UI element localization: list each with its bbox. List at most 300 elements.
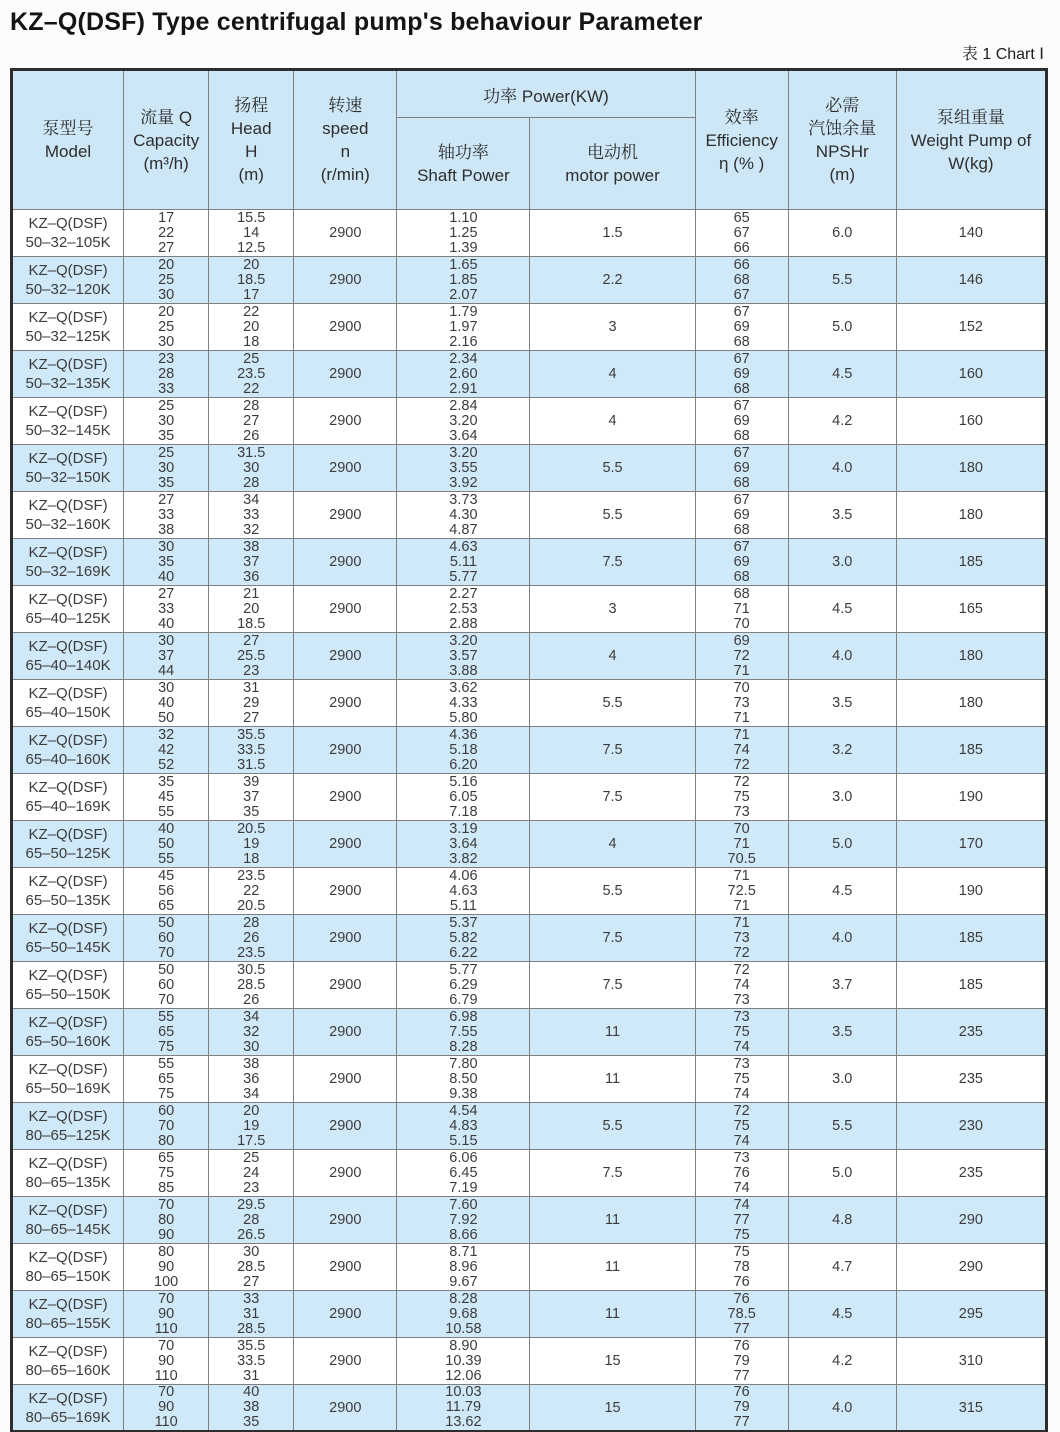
capacity-value: 90 xyxy=(158,1399,175,1415)
table-row xyxy=(12,445,1047,492)
model-size-code: 65–50–160K xyxy=(25,1033,111,1050)
efficiency-cell xyxy=(695,1103,788,1150)
capacity-cell xyxy=(124,351,209,398)
efficiency-value: 67 xyxy=(733,350,750,367)
capacity-value: 65 xyxy=(158,897,175,914)
shaft-power-value: 9.38 xyxy=(449,1085,478,1102)
efficiency-cell xyxy=(695,492,788,539)
head-value: 19 xyxy=(243,835,260,852)
head-cell xyxy=(209,304,294,351)
capacity-cell xyxy=(124,821,209,868)
efficiency-value: 76 xyxy=(733,1164,750,1181)
shaft-power-cell xyxy=(397,1056,530,1103)
efficiency-cell xyxy=(695,586,788,633)
capacity-value: 56 xyxy=(158,882,175,899)
capacity-value: 45 xyxy=(158,867,175,884)
efficiency-value: 66 xyxy=(733,256,750,273)
col-header-motor-power-en: motor power xyxy=(565,165,660,185)
head-value: 36 xyxy=(243,568,260,585)
capacity-value: 23 xyxy=(158,350,175,367)
efficiency-cell xyxy=(695,915,788,962)
efficiency-cell xyxy=(695,257,788,304)
shaft-power-value: 8.50 xyxy=(449,1070,478,1087)
shaft-power-value: 8.28 xyxy=(449,1038,478,1055)
head-value: 27 xyxy=(243,1273,260,1290)
head-cell xyxy=(209,1103,294,1150)
efficiency-cell xyxy=(695,539,788,586)
model-cell xyxy=(12,868,124,915)
shaft-power-value: 6.29 xyxy=(449,976,478,993)
motor-power-cell: 7.5 xyxy=(530,727,695,774)
col-header-speed xyxy=(294,70,397,210)
head-value: 33.5 xyxy=(237,741,266,758)
weight-cell: 170 xyxy=(896,821,1046,868)
capacity-value: 52 xyxy=(158,756,175,773)
col-header-capacity-en: Capacity xyxy=(133,130,200,150)
model-size-code: 65–50–169K xyxy=(25,1080,111,1097)
head-value: 22 xyxy=(243,380,260,397)
motor-power-cell: 5.5 xyxy=(530,1103,695,1150)
weight-cell: 235 xyxy=(896,1009,1046,1056)
shaft-power-value: 8.28 xyxy=(449,1290,478,1307)
shaft-power-value: 1.65 xyxy=(449,256,478,273)
shaft-power-value: 8.90 xyxy=(449,1337,478,1354)
head-cell xyxy=(209,962,294,1009)
efficiency-cell xyxy=(695,774,788,821)
model-size-code: 50–32–160K xyxy=(25,516,111,533)
capacity-value: 22 xyxy=(158,224,175,241)
speed-cell: 2900 xyxy=(294,680,397,727)
shaft-power-value: 5.15 xyxy=(449,1132,478,1149)
shaft-power-value: 3.20 xyxy=(449,412,478,429)
head-value: 32 xyxy=(243,521,260,538)
col-header-motor-power xyxy=(530,118,695,210)
weight-cell: 180 xyxy=(896,445,1046,492)
capacity-cell xyxy=(124,1009,209,1056)
capacity-cell xyxy=(124,1385,209,1432)
head-value: 26 xyxy=(243,929,260,946)
pump-parameter-table xyxy=(10,68,1048,1432)
col-header-weight-en: Weight Pump of xyxy=(910,130,1032,150)
speed-cell: 2900 xyxy=(294,1197,397,1244)
efficiency-value: 67 xyxy=(733,286,750,303)
table-row xyxy=(12,633,1047,680)
table-row xyxy=(12,1197,1047,1244)
head-cell xyxy=(209,210,294,257)
shaft-power-value: 3.82 xyxy=(449,850,478,867)
head-value: 40 xyxy=(243,1384,260,1400)
col-header-efficiency-cn: 效率 xyxy=(724,107,759,127)
capacity-value: 100 xyxy=(154,1273,179,1290)
efficiency-value: 70 xyxy=(733,820,750,837)
capacity-value: 35 xyxy=(158,553,175,570)
head-value: 25.5 xyxy=(237,647,266,664)
head-value: 23.5 xyxy=(237,365,266,382)
head-cell xyxy=(209,774,294,821)
motor-power-cell: 2.2 xyxy=(530,257,695,304)
col-header-npshr-cn2: 汽蚀余量 xyxy=(808,119,877,138)
efficiency-value: 71 xyxy=(733,600,750,617)
capacity-value: 110 xyxy=(154,1414,178,1430)
shaft-power-value: 2.53 xyxy=(449,600,478,617)
shaft-power-cell xyxy=(397,304,530,351)
weight-cell: 185 xyxy=(896,915,1046,962)
capacity-value: 30 xyxy=(158,333,175,350)
shaft-power-cell xyxy=(397,257,530,304)
shaft-power-value: 7.19 xyxy=(449,1179,478,1196)
col-header-shaft-power xyxy=(397,118,530,210)
head-value: 28 xyxy=(243,474,260,491)
capacity-cell xyxy=(124,962,209,1009)
efficiency-cell xyxy=(695,351,788,398)
capacity-value: 65 xyxy=(158,1070,175,1087)
efficiency-cell xyxy=(695,398,788,445)
motor-power-cell: 5.5 xyxy=(530,680,695,727)
shaft-power-value: 3.20 xyxy=(449,444,478,461)
col-header-capacity-unit: (m³/h) xyxy=(143,153,189,173)
efficiency-cell xyxy=(695,633,788,680)
shaft-power-cell xyxy=(397,774,530,821)
speed-cell: 2900 xyxy=(294,445,397,492)
efficiency-value: 73 xyxy=(733,929,750,946)
efficiency-value: 75 xyxy=(733,788,750,805)
weight-cell: 235 xyxy=(896,1056,1046,1103)
head-value: 17 xyxy=(243,286,260,303)
capacity-value: 33 xyxy=(158,600,175,617)
capacity-value: 55 xyxy=(158,1008,175,1025)
shaft-power-value: 2.27 xyxy=(449,585,478,602)
npshr-cell: 5.5 xyxy=(788,257,896,304)
shaft-power-value: 1.97 xyxy=(449,318,478,335)
col-header-npshr xyxy=(788,70,896,210)
capacity-value: 80 xyxy=(158,1132,175,1149)
model-series: KZ–Q(DSF) xyxy=(28,779,108,796)
shaft-power-value: 6.79 xyxy=(449,991,478,1008)
model-cell xyxy=(12,774,124,821)
efficiency-value: 78 xyxy=(733,1258,750,1275)
shaft-power-cell xyxy=(397,351,530,398)
shaft-power-value: 5.77 xyxy=(449,961,478,978)
head-value: 20 xyxy=(243,256,260,273)
head-value: 18 xyxy=(243,333,260,350)
head-value: 23 xyxy=(243,662,260,679)
capacity-value: 40 xyxy=(158,820,175,837)
col-header-head-en: Head xyxy=(230,119,272,138)
efficiency-value: 75 xyxy=(733,1226,750,1243)
table-row xyxy=(12,1338,1047,1385)
head-value: 23 xyxy=(243,1179,260,1196)
efficiency-value: 74 xyxy=(733,1132,750,1149)
efficiency-value: 74 xyxy=(733,1038,750,1055)
shaft-power-value: 4.36 xyxy=(449,726,478,743)
efficiency-value: 77 xyxy=(733,1320,750,1337)
shaft-power-value: 1.85 xyxy=(449,271,478,288)
model-cell xyxy=(12,304,124,351)
efficiency-value: 74 xyxy=(733,1085,750,1102)
capacity-value: 35 xyxy=(158,773,175,790)
npshr-cell: 3.0 xyxy=(788,539,896,586)
col-header-motor-power-cn: 电动机 xyxy=(587,142,639,162)
head-value: 27 xyxy=(243,412,260,429)
model-series: KZ–Q(DSF) xyxy=(28,638,108,655)
npshr-cell: 4.8 xyxy=(788,1197,896,1244)
speed-cell: 2900 xyxy=(294,1244,397,1291)
model-cell xyxy=(12,1385,124,1432)
head-value: 35 xyxy=(243,1414,260,1430)
weight-cell: 190 xyxy=(896,774,1046,821)
efficiency-value: 67 xyxy=(733,397,750,414)
capacity-value: 50 xyxy=(158,709,175,726)
col-header-speed-en: speed xyxy=(322,119,369,138)
shaft-power-value: 4.33 xyxy=(449,694,478,711)
shaft-power-value: 4.54 xyxy=(449,1102,478,1119)
head-value: 39 xyxy=(243,773,260,790)
efficiency-cell xyxy=(695,821,788,868)
head-value: 20 xyxy=(243,600,260,617)
shaft-power-value: 1.39 xyxy=(449,239,478,256)
shaft-power-cell xyxy=(397,633,530,680)
shaft-power-value: 5.11 xyxy=(449,897,477,914)
model-series: KZ–Q(DSF) xyxy=(28,1249,108,1266)
motor-power-cell: 11 xyxy=(530,1244,695,1291)
efficiency-value: 72 xyxy=(733,1102,750,1119)
model-cell xyxy=(12,210,124,257)
table-row xyxy=(12,915,1047,962)
capacity-value: 17 xyxy=(158,209,175,226)
shaft-power-value: 10.03 xyxy=(445,1384,482,1400)
efficiency-value: 68 xyxy=(733,585,750,602)
col-header-npshr-cn1: 必需 xyxy=(825,96,860,115)
head-cell xyxy=(209,539,294,586)
model-size-code: 50–32–135K xyxy=(25,375,111,392)
shaft-power-value: 2.91 xyxy=(449,380,478,397)
capacity-cell xyxy=(124,492,209,539)
capacity-value: 60 xyxy=(158,929,175,946)
shaft-power-cell xyxy=(397,727,530,774)
head-value: 25 xyxy=(243,350,260,367)
weight-cell: 185 xyxy=(896,539,1046,586)
capacity-value: 55 xyxy=(158,850,175,867)
motor-power-cell: 1.5 xyxy=(530,210,695,257)
head-value: 23.5 xyxy=(237,944,266,961)
head-cell xyxy=(209,586,294,633)
npshr-cell: 5.5 xyxy=(788,1103,896,1150)
col-header-efficiency xyxy=(695,70,788,210)
col-header-capacity-cn: 流量 Q xyxy=(140,107,193,127)
col-header-weight xyxy=(896,70,1046,210)
shaft-power-cell xyxy=(397,210,530,257)
capacity-cell xyxy=(124,1291,209,1338)
capacity-value: 70 xyxy=(158,1290,175,1307)
capacity-value: 70 xyxy=(158,1337,175,1354)
table-row xyxy=(12,727,1047,774)
npshr-cell: 3.0 xyxy=(788,774,896,821)
model-size-code: 50–32–120K xyxy=(25,281,111,298)
head-cell xyxy=(209,680,294,727)
motor-power-cell: 15 xyxy=(530,1338,695,1385)
capacity-value: 35 xyxy=(158,427,175,444)
shaft-power-value: 2.07 xyxy=(449,286,478,303)
capacity-value: 70 xyxy=(158,991,175,1008)
speed-cell: 2900 xyxy=(294,539,397,586)
motor-power-cell: 15 xyxy=(530,1385,695,1432)
npshr-cell: 3.0 xyxy=(788,1056,896,1103)
npshr-cell: 4.0 xyxy=(788,445,896,492)
model-series: KZ–Q(DSF) xyxy=(28,1108,108,1125)
capacity-cell xyxy=(124,304,209,351)
efficiency-value: 69 xyxy=(733,506,750,523)
model-cell xyxy=(12,398,124,445)
capacity-value: 70 xyxy=(158,1117,175,1134)
speed-cell: 2900 xyxy=(294,351,397,398)
shaft-power-value: 13.62 xyxy=(445,1414,482,1430)
efficiency-value: 67 xyxy=(733,491,750,508)
shaft-power-value: 6.22 xyxy=(449,944,478,961)
npshr-cell: 4.7 xyxy=(788,1244,896,1291)
shaft-power-value: 4.87 xyxy=(449,521,478,538)
weight-cell: 180 xyxy=(896,633,1046,680)
shaft-power-value: 3.88 xyxy=(449,662,478,679)
col-header-head-cn: 扬程 xyxy=(234,96,269,115)
efficiency-cell xyxy=(695,868,788,915)
speed-cell: 2900 xyxy=(294,727,397,774)
shaft-power-value: 4.83 xyxy=(449,1117,478,1134)
model-cell xyxy=(12,633,124,680)
model-series: KZ–Q(DSF) xyxy=(28,544,108,561)
model-cell xyxy=(12,821,124,868)
capacity-cell xyxy=(124,633,209,680)
col-header-shaft-power-cn: 轴功率 xyxy=(437,142,489,162)
efficiency-cell xyxy=(695,1056,788,1103)
shaft-power-value: 5.80 xyxy=(449,709,478,726)
table-row xyxy=(12,1103,1047,1150)
shaft-power-cell xyxy=(397,1197,530,1244)
col-header-head-unit: (m) xyxy=(238,165,264,184)
table-row xyxy=(12,539,1047,586)
head-value: 28.5 xyxy=(237,1320,266,1337)
motor-power-cell: 4 xyxy=(530,351,695,398)
efficiency-value: 68 xyxy=(733,568,750,585)
head-cell xyxy=(209,351,294,398)
capacity-cell xyxy=(124,915,209,962)
efficiency-value: 68 xyxy=(733,474,750,491)
efficiency-value: 79 xyxy=(733,1399,750,1415)
model-series: KZ–Q(DSF) xyxy=(28,685,108,702)
head-value: 37 xyxy=(243,788,260,805)
model-cell xyxy=(12,962,124,1009)
capacity-value: 90 xyxy=(158,1258,175,1275)
shaft-power-cell xyxy=(397,1009,530,1056)
capacity-value: 33 xyxy=(158,380,175,397)
capacity-value: 38 xyxy=(158,521,175,538)
shaft-power-value: 2.88 xyxy=(449,615,478,632)
col-header-speed-cn: 转速 xyxy=(328,96,363,115)
capacity-value: 35 xyxy=(158,474,175,491)
capacity-value: 30 xyxy=(158,632,175,649)
shaft-power-value: 4.63 xyxy=(449,538,478,555)
speed-cell: 2900 xyxy=(294,1291,397,1338)
weight-cell: 230 xyxy=(896,1103,1046,1150)
efficiency-value: 68 xyxy=(733,271,750,288)
npshr-cell: 5.0 xyxy=(788,821,896,868)
model-size-code: 80–65–155K xyxy=(25,1315,111,1332)
head-value: 38 xyxy=(243,1399,260,1415)
weight-cell: 290 xyxy=(896,1244,1046,1291)
model-size-code: 80–65–150K xyxy=(25,1268,111,1285)
head-value: 30 xyxy=(243,459,260,476)
capacity-value: 55 xyxy=(158,803,175,820)
capacity-cell xyxy=(124,1338,209,1385)
efficiency-value: 72 xyxy=(733,961,750,978)
motor-power-cell: 4 xyxy=(530,398,695,445)
speed-cell: 2900 xyxy=(294,633,397,680)
efficiency-value: 73 xyxy=(733,694,750,711)
head-cell xyxy=(209,1009,294,1056)
shaft-power-cell xyxy=(397,1150,530,1197)
table-row xyxy=(12,680,1047,727)
shaft-power-value: 2.84 xyxy=(449,397,478,414)
efficiency-value: 76 xyxy=(733,1273,750,1290)
capacity-value: 75 xyxy=(158,1038,175,1055)
shaft-power-value: 6.20 xyxy=(449,756,478,773)
model-size-code: 65–50–125K xyxy=(25,845,111,862)
speed-cell: 2900 xyxy=(294,492,397,539)
model-size-code: 80–65–160K xyxy=(25,1362,111,1379)
shaft-power-cell xyxy=(397,821,530,868)
capacity-value: 20 xyxy=(158,256,175,273)
capacity-value: 37 xyxy=(158,647,175,664)
capacity-cell xyxy=(124,398,209,445)
npshr-cell: 4.5 xyxy=(788,868,896,915)
capacity-value: 25 xyxy=(158,318,175,335)
model-size-code: 65–40–169K xyxy=(25,798,111,815)
npshr-cell: 3.5 xyxy=(788,492,896,539)
model-size-code: 65–40–140K xyxy=(25,657,111,674)
head-value: 30.5 xyxy=(237,961,266,978)
efficiency-cell xyxy=(695,680,788,727)
shaft-power-value: 9.68 xyxy=(449,1305,478,1322)
npshr-cell: 6.0 xyxy=(788,210,896,257)
capacity-value: 42 xyxy=(158,741,175,758)
shaft-power-value: 7.60 xyxy=(449,1196,478,1213)
shaft-power-value: 3.64 xyxy=(449,427,478,444)
speed-cell: 2900 xyxy=(294,1103,397,1150)
head-value: 34 xyxy=(243,1008,260,1025)
head-cell xyxy=(209,868,294,915)
efficiency-value: 75 xyxy=(733,1070,750,1087)
capacity-value: 50 xyxy=(158,961,175,978)
npshr-cell: 3.5 xyxy=(788,1009,896,1056)
shaft-power-value: 10.39 xyxy=(445,1352,482,1369)
head-value: 30 xyxy=(243,1243,260,1260)
shaft-power-value: 5.37 xyxy=(449,914,478,931)
model-size-code: 50–32–105K xyxy=(25,234,111,251)
col-header-model xyxy=(12,70,124,210)
shaft-power-value: 7.80 xyxy=(449,1055,478,1072)
capacity-value: 65 xyxy=(158,1149,175,1166)
efficiency-value: 72 xyxy=(733,756,750,773)
col-header-capacity xyxy=(124,70,209,210)
capacity-value: 33 xyxy=(158,506,175,523)
shaft-power-value: 12.06 xyxy=(445,1367,482,1384)
efficiency-value: 71 xyxy=(733,914,750,931)
model-series: KZ–Q(DSF) xyxy=(28,732,108,749)
model-cell xyxy=(12,257,124,304)
efficiency-value: 67 xyxy=(733,303,750,320)
head-cell xyxy=(209,445,294,492)
capacity-cell xyxy=(124,680,209,727)
npshr-cell: 4.5 xyxy=(788,1291,896,1338)
